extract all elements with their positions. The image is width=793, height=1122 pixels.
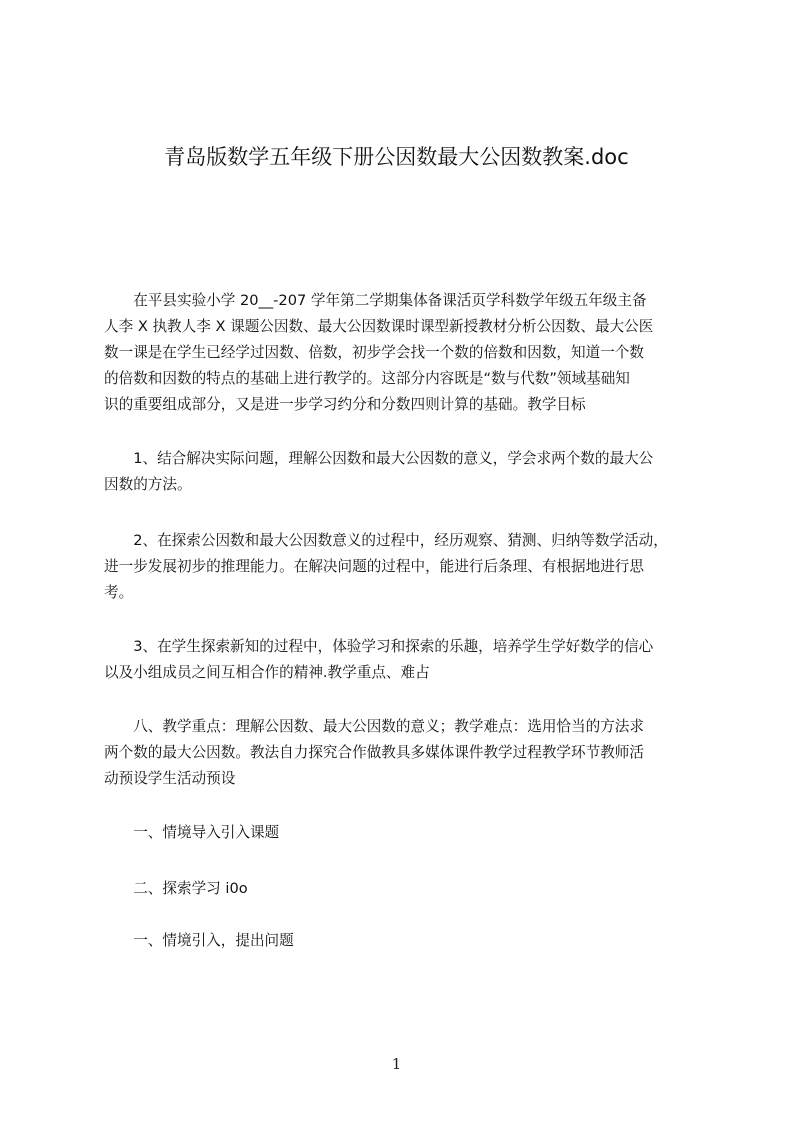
paragraph-line: 八、教学重点：理解公因数、最大公因数的意义；教学难点：选用恰当的方法求	[104, 718, 644, 735]
paragraph-line: 数一课是在学生已经学过因数、倍数，初步学会找一个数的倍数和因数，知道一个数	[104, 344, 644, 361]
paragraph-line: 一、情境导入引入课题	[104, 824, 280, 841]
paragraph-intro	[104, 288, 716, 418]
paragraph-goal-3	[104, 634, 716, 686]
section-heading-explore	[104, 876, 716, 902]
paragraph-goal-1	[104, 446, 716, 498]
paragraph-line: 在平县实验小学 20__-207 学年第二学期集体备课活页学科数学年级五年级主备	[104, 292, 647, 309]
paragraph-line: 2、在探索公因数和最大公因数意义的过程中，经历观察、猜测、归纳等数学活动，	[104, 532, 668, 549]
paragraph-line: 两个数的最大公因数。教法自力探究合作做教具多媒体课件教学过程教学环节教师活	[104, 744, 644, 761]
paragraph-line: 人李 X 执教人李 X 课题公因数、最大公因数课时课型新授教材分析公因数、最大公医	[104, 318, 654, 335]
paragraph-line: 识的重要组成部分，又是进一步学习约分和分数四则计算的基础。教学目标	[104, 396, 586, 413]
document-title: 青岛版数学五年级下册公因数最大公因数教案.doc	[164, 145, 629, 169]
paragraph-line: 一、情境引入，提出问题	[104, 932, 294, 949]
section-heading-intro	[104, 820, 716, 846]
paragraph-line: 因数的方法。	[104, 476, 192, 493]
paragraph-line: 的倍数和因数的特点的基础上进行教学的。这部分内容既是“数与代数”领域基础知	[104, 370, 630, 387]
section-heading-scenario	[104, 928, 716, 954]
paragraph-line: 3、在学生探索新知的过程中，体验学习和探索的乐趣，培养学生学好数学的信心	[104, 638, 654, 655]
paragraph-line: 二、探索学习 i0o	[104, 880, 248, 897]
paragraph-key-points	[104, 714, 716, 792]
paragraph-goal-2	[104, 528, 716, 606]
page-number: 1	[391, 1055, 402, 1073]
paragraph-line: 动预设学生活动预设	[104, 770, 236, 787]
paragraph-line: 考。	[104, 584, 134, 601]
paragraph-line: 进一步发展初步的推理能力。在解决问题的过程中，能进行后条理、有根据地进行思	[104, 558, 644, 575]
paragraph-line: 以及小组成员之间互相合作的精神.教学重点、难占	[104, 664, 430, 681]
paragraph-line: 1、结合解决实际问题，理解公因数和最大公因数的意义，学会求两个数的最大公	[104, 450, 654, 467]
